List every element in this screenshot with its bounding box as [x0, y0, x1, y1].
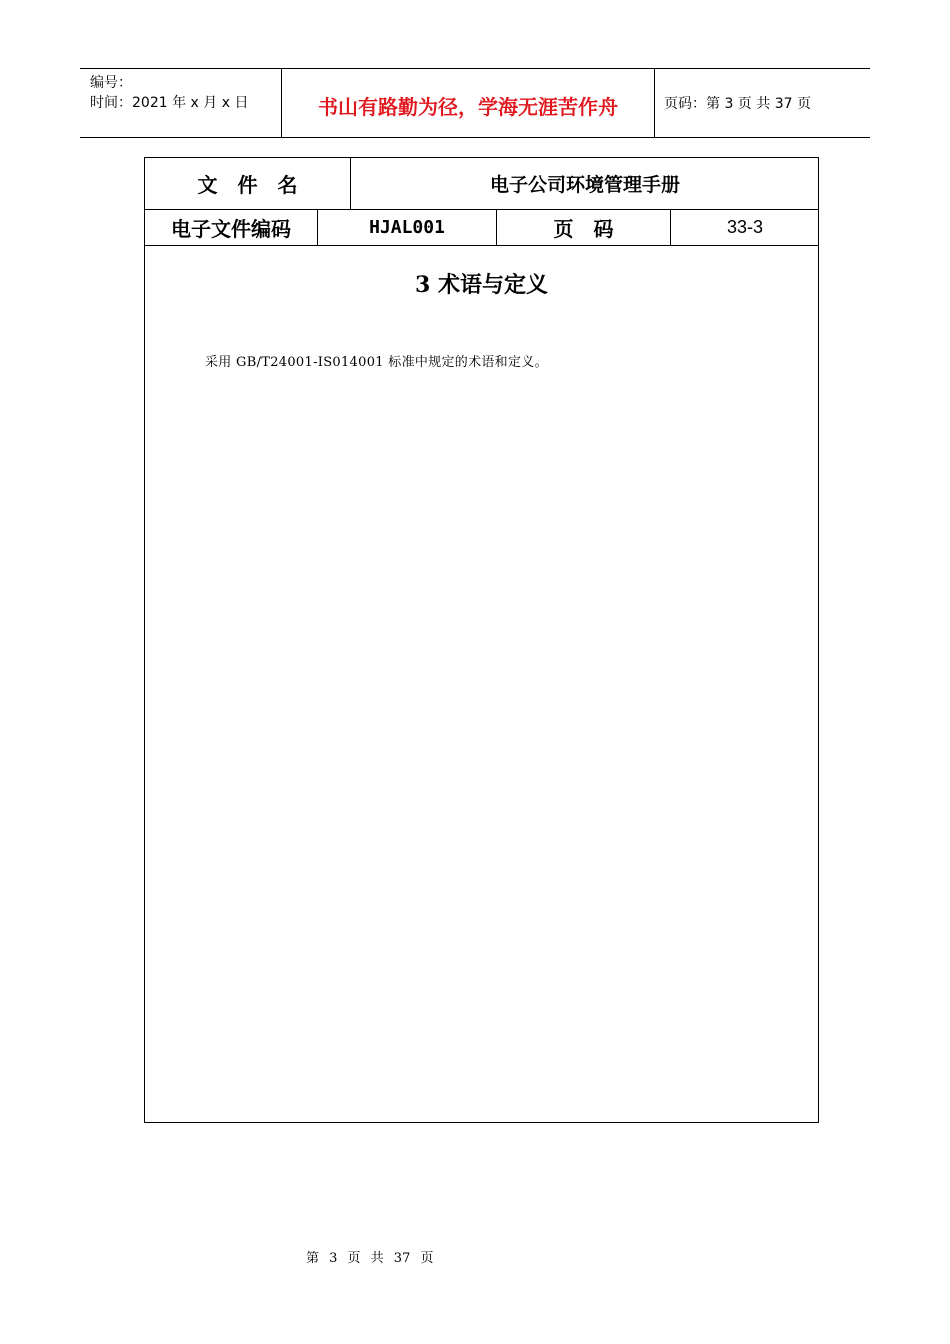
code-row — [145, 210, 818, 246]
body-paragraph: 采用 GB/T24001-IS014001 标准中规定的术语和定义。 — [205, 355, 548, 370]
header-page-info: 页码：第 3 页 共 37 页 — [664, 96, 811, 112]
page-footer: 第 3 页 共 37 页 — [306, 1251, 434, 1266]
header-meta — [90, 73, 280, 113]
document-form — [144, 157, 819, 1123]
date-line: 时间：2021 年 x 月 x 日 — [90, 95, 249, 111]
page-label: 页 码 — [553, 217, 614, 241]
header-divider — [654, 69, 655, 137]
code-label: 电子文件编码 — [171, 217, 291, 241]
page-value: 33-3 — [726, 217, 764, 237]
header-motto: 书山有路勤为径，学海无涯苦作舟 — [318, 94, 618, 119]
number-label: 编号： — [90, 75, 132, 91]
document-header — [80, 68, 870, 138]
file-name-value: 电子公司环境管理手册 — [489, 174, 680, 196]
file-name-label: 文 件 名 — [197, 173, 298, 197]
section-title: 3 术语与定义 — [415, 272, 548, 298]
file-name-row — [145, 158, 818, 210]
code-value: HJAL001 — [369, 217, 445, 238]
